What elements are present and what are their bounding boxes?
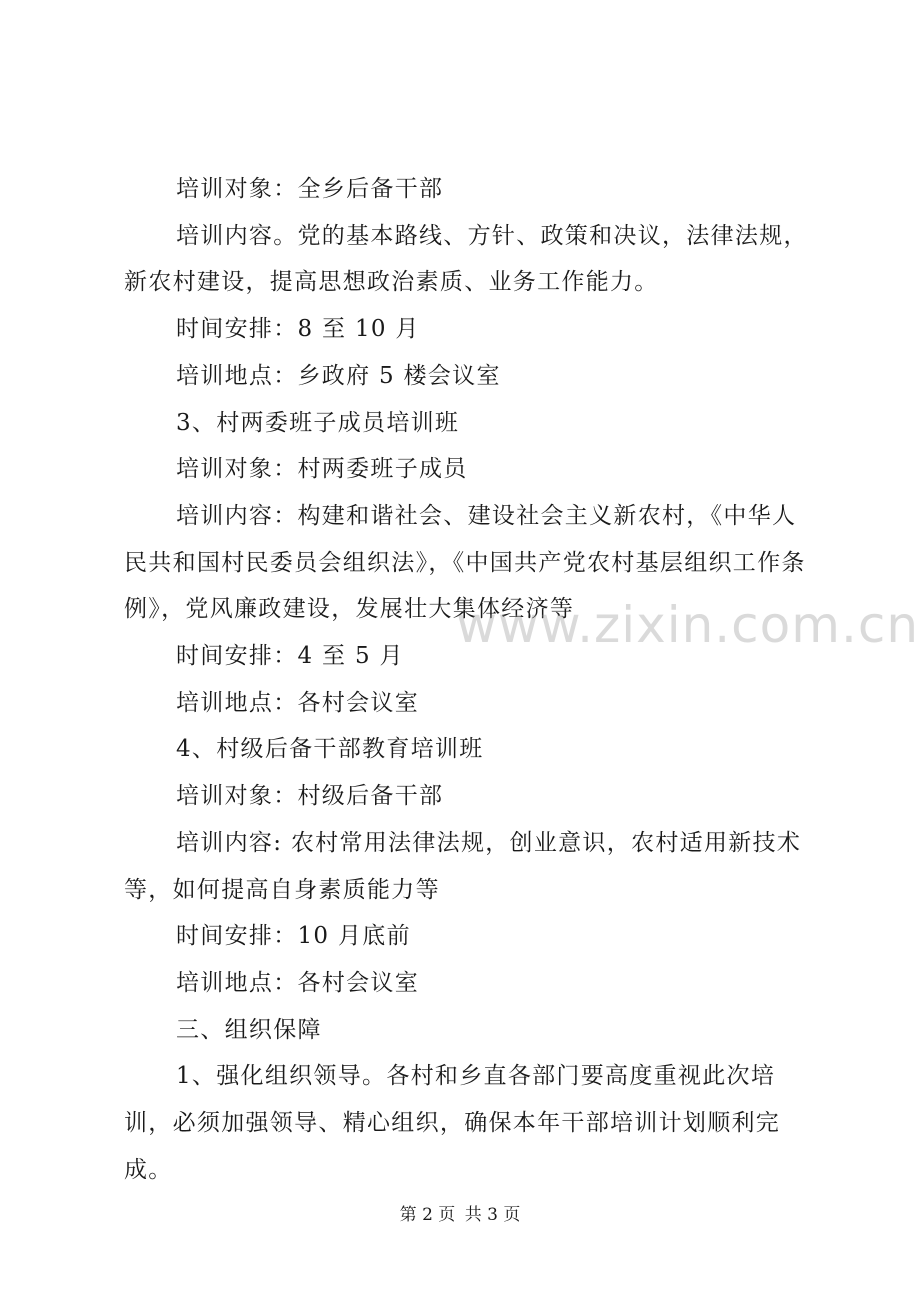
paragraph: 培训内容: 农村常用法律法规，创业意识，农村适用新技术等，如何提高自身素质能力等 — [124, 829, 802, 903]
paragraph: 时间安排：4 至 5 月 — [176, 643, 404, 670]
paragraph: 1、强化组织领导。各村和乡直各部门要高度重视此次培训，必须加强领导、精心组织，确保本年干部培训计划顺利完成。 — [124, 1063, 781, 1183]
section-heading: 4、村级后备干部教育培训班 — [176, 736, 484, 763]
paragraph: 培训内容。党的基本路线、方针、政策和决议，法律法规，新农村建设，提高思想政治素质、业务工作能力。 — [124, 222, 808, 296]
paragraph: 时间安排：8 至 10 月 — [176, 316, 420, 343]
page-number: 第 2 页 — [399, 1205, 456, 1225]
paragraph: 培训内容：构建和谐社会、建设社会主义新农村，《中华人民共和国村民委员会组织法》，《中国共产党农村基层组织工作条例》，党风廉政建设，发展壮大集体经济等 — [124, 502, 806, 623]
paragraph: 培训对象：全乡后备干部 — [176, 176, 444, 202]
page-footer — [0, 1200, 920, 1225]
section-heading: 3、村两委班子成员培训班 — [176, 409, 460, 436]
paragraph: 培训对象：村两委班子成员 — [176, 456, 468, 483]
section-heading: 三、组织保障 — [176, 1016, 322, 1043]
paragraph: 培训地点：各村会议室 — [176, 689, 419, 716]
paragraph: 培训地点：各村会议室 — [176, 969, 419, 996]
document-body — [124, 166, 814, 1193]
page-total: 共 3 页 — [464, 1205, 521, 1225]
paragraph: 培训地点：乡政府 5 楼会议室 — [176, 362, 501, 389]
paragraph: 时间安排：10 月底前 — [176, 923, 411, 950]
watermark: www.zixin.com.cn — [456, 596, 920, 654]
paragraph: 培训对象：村级后备干部 — [176, 783, 444, 810]
